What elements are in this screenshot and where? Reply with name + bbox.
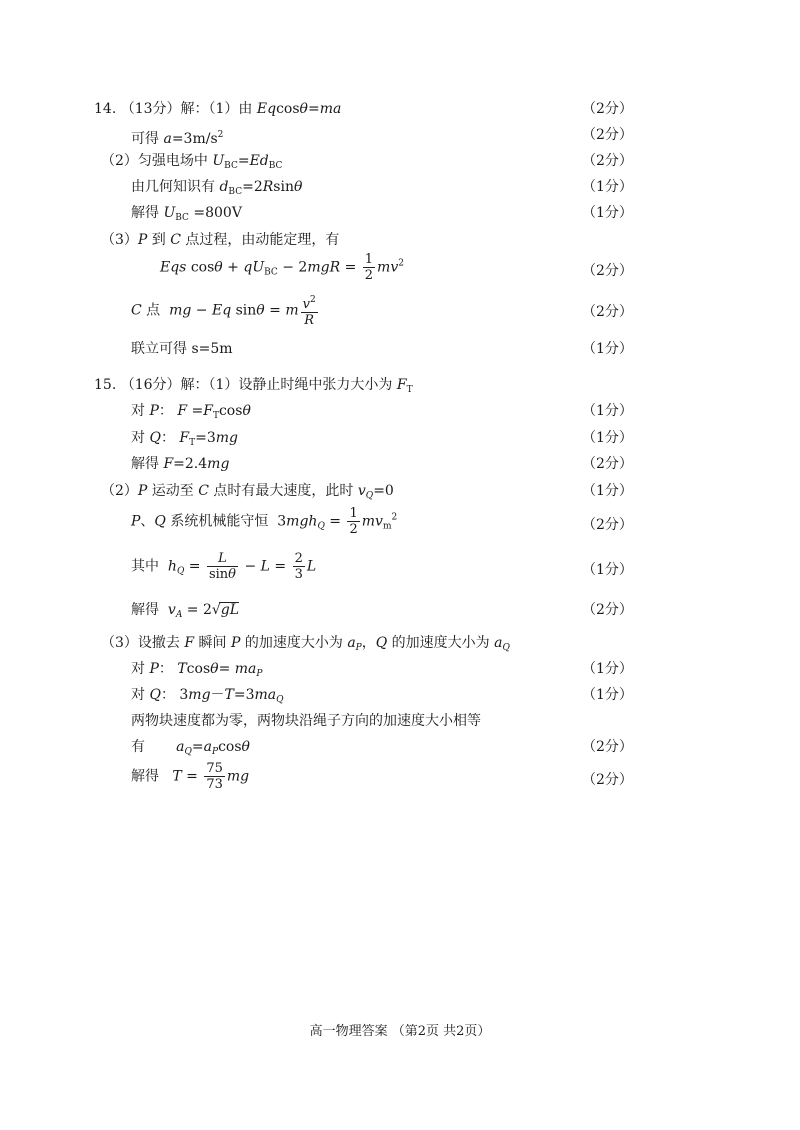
score: （1分） bbox=[582, 179, 633, 195]
q15-step: 解得 F=2.4mg bbox=[131, 456, 230, 472]
q15-step: 对 Q： $3mg-T=3ma_Q$ bbox=[131, 687, 284, 705]
q14-step: 解得 $U_{BC} =800V$ bbox=[131, 205, 242, 223]
q15-line-4 bbox=[0, 451, 800, 477]
score: （1分） bbox=[582, 687, 633, 703]
q15-line-5 bbox=[0, 478, 800, 504]
score: （2分） bbox=[582, 153, 633, 169]
score: （2分） bbox=[582, 127, 633, 143]
q15-step: 对 P： $Tcos\theta= ma_P$ bbox=[131, 661, 263, 679]
q14-line-7 bbox=[0, 252, 800, 284]
q15-step: （3）设撤去 F 瞬间 P 的加速度大小为 $a_P$，Q 的加速度大小为 $a_Q$ bbox=[101, 635, 510, 653]
q15-step: 对 P： $F =F_T\cos\theta$ bbox=[131, 403, 251, 421]
score: （1分） bbox=[582, 430, 633, 446]
score: （2分） bbox=[582, 304, 633, 320]
q14-step: 可得 $a=3m/s^2$ bbox=[131, 130, 224, 147]
q14-step: （3）P 到 C 点过程，由动能定理，有 bbox=[101, 232, 340, 248]
q15-line-9 bbox=[0, 630, 800, 656]
q15-heading: 15. （16分）解：（1）设静止时绳中张力大小为 $F_T$ bbox=[94, 377, 413, 395]
q14-equation-c-point: C 点 mg − Eq sinθ = m $\frac{v^2}{R}$ bbox=[131, 295, 316, 328]
score: （2分） bbox=[582, 602, 633, 618]
q15-line-12 bbox=[0, 708, 800, 734]
page-footer: 高一物理答案 （第2页 共2页） bbox=[309, 1024, 491, 1039]
q15-step: 对 Q： $F_T=3mg$ bbox=[131, 430, 239, 448]
score: （1分） bbox=[582, 483, 633, 499]
q14-equation-energy: Eqs $\cos\theta + qU_{BC} - 2mgR$ = $\frac{1}{2}$ $mv^2$ bbox=[160, 252, 404, 283]
q15-line-11 bbox=[0, 682, 800, 708]
q15-line-14 bbox=[0, 761, 800, 793]
q14-line-2 bbox=[0, 122, 800, 148]
q14-step: 由几何知识有 $d_{BC}=2Rsin\theta$ bbox=[131, 179, 303, 197]
score: （1分） bbox=[582, 562, 633, 578]
q15-line-1 bbox=[0, 372, 800, 398]
q15-step: 两物块速度都为零，两物块沿绳子方向的加速度大小相等 bbox=[131, 713, 481, 729]
q15-line-10 bbox=[0, 656, 800, 682]
q14-line-1 bbox=[0, 96, 800, 122]
score: （1分） bbox=[582, 661, 633, 677]
q14-line-3 bbox=[0, 148, 800, 174]
score: （1分） bbox=[582, 205, 633, 221]
q15-step: 有 $a_Q=a_P\cos\theta$ bbox=[131, 739, 250, 757]
q15-equation-energy: P、Q 系统机械能守恒 3mgh$_Q$ = $\frac{1}{2}$ $mv_m^2$ bbox=[131, 506, 398, 537]
q15-step: （2）P 运动至 C 点时有最大速度，此时 $v_Q=0$ bbox=[101, 483, 394, 501]
score: （2分） bbox=[582, 517, 633, 533]
q14-step: （2）匀强电场中 $U_{BC}=Ed_{BC}$ bbox=[101, 153, 283, 171]
q14-heading: 14. （13分）解：（1）由 Eqcosθ=ma bbox=[94, 101, 342, 117]
score: （2分） bbox=[582, 456, 633, 472]
q15-line-6 bbox=[0, 506, 800, 538]
q14-step: 联立可得 s=5m bbox=[131, 341, 233, 357]
q15-line-8 bbox=[0, 597, 800, 623]
q15-equation-height: 其中 $h_Q$ = $\frac{L}{\sin\theta}$ − L = $\frac{2}{3}$ L bbox=[131, 551, 317, 582]
q14-line-4 bbox=[0, 174, 800, 200]
q15-line-3 bbox=[0, 425, 800, 451]
score: （2分） bbox=[582, 739, 633, 755]
q14-line-9 bbox=[0, 336, 800, 362]
score: （2分） bbox=[582, 772, 633, 788]
score: （2分） bbox=[582, 101, 633, 117]
score: （2分） bbox=[582, 263, 633, 279]
q15-line-7 bbox=[0, 551, 800, 583]
q15-equation-velocity: 解得 $v_A = 2√gL$ bbox=[131, 602, 240, 620]
q15-line-2 bbox=[0, 398, 800, 424]
q15-equation-tension: 解得 T = $\frac{75}{73}$ mg bbox=[131, 761, 250, 792]
score: （1分） bbox=[582, 403, 633, 419]
q14-line-6 bbox=[0, 227, 800, 253]
q14-line-5 bbox=[0, 200, 800, 226]
q15-line-13 bbox=[0, 734, 800, 760]
q14-line-8 bbox=[0, 295, 800, 328]
score: （1分） bbox=[582, 341, 633, 357]
